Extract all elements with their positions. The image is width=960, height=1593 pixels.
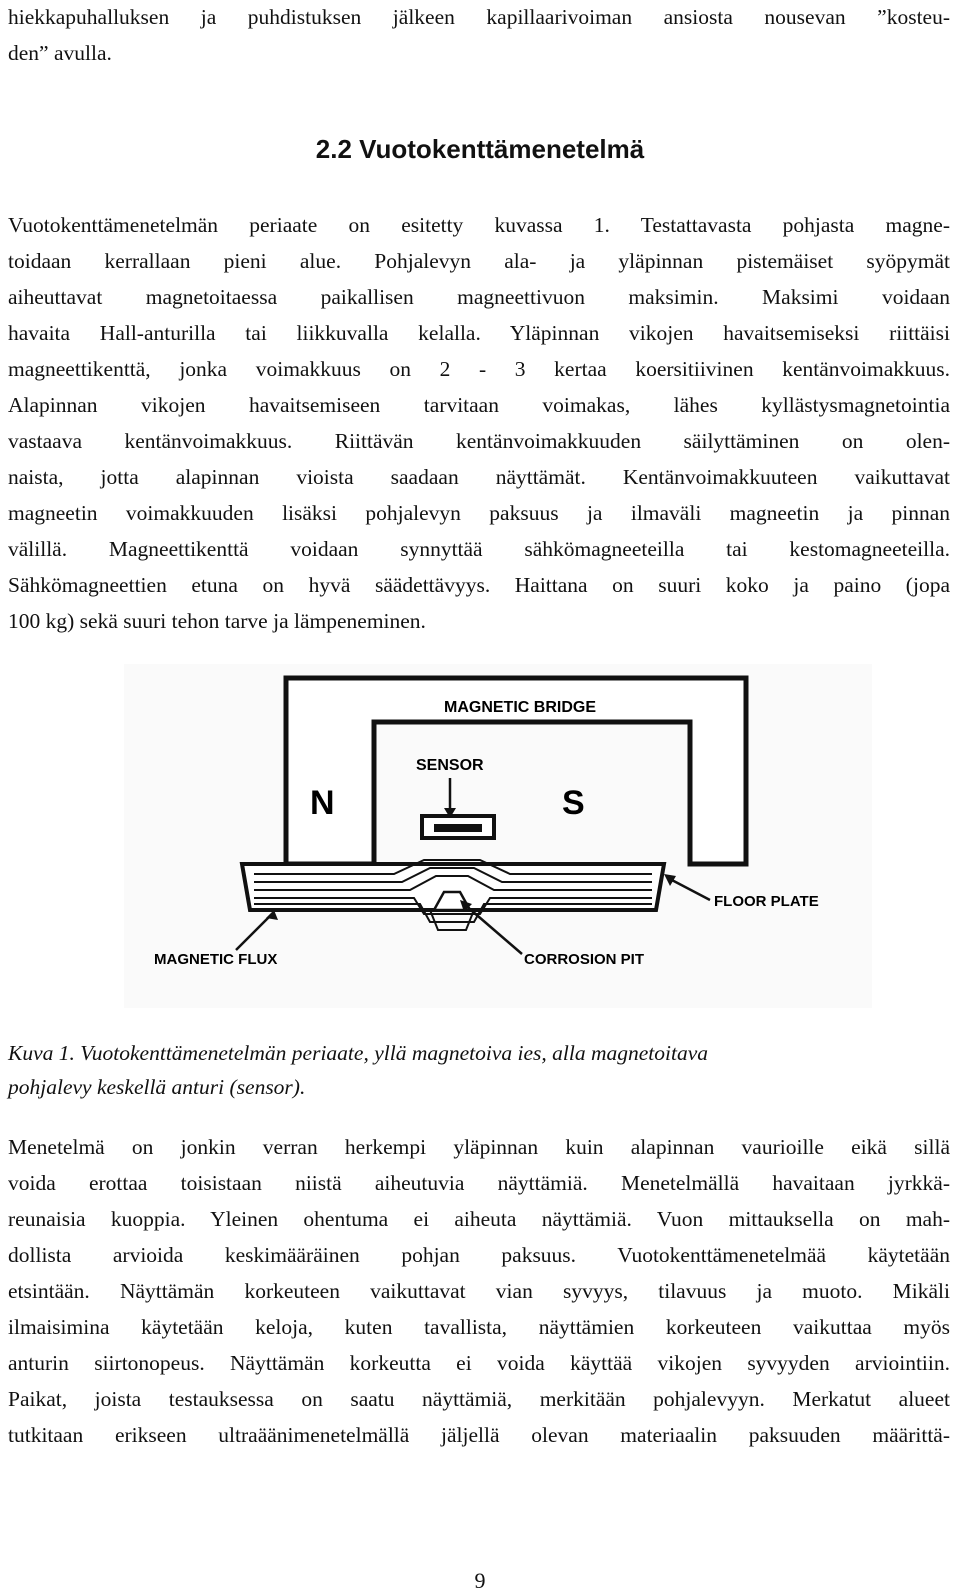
magnetic-bridge-label: MAGNETIC BRIDGE (444, 699, 596, 716)
figure-caption-line-2: pohjalevy keskellä anturi (sensor). (8, 1075, 306, 1099)
paragraph2-line-5: etsintään. Näyttämän korkeuteen vaikuttavat vian syvyys, tilavuus ja muoto. Mikäli (8, 1279, 950, 1303)
paragraph1-line-1: Vuotokenttämenetelmän periaate on esitetty kuvassa 1. Testattavasta pohjasta magne- (8, 213, 950, 237)
paragraph1-line-9: magneetin voimakkuuden lisäksi pohjalevyn paksuus ja ilmaväli magneetin ja pinnan (8, 501, 950, 525)
paragraph2-line-2: voida erottaa toisistaan niistä aiheutuvia näyttämiä. Menetelmällä havaitaan jyrkkä- (8, 1171, 950, 1195)
page-number: 9 (474, 1568, 486, 1593)
paragraph2-line-1: Menetelmä on jonkin verran herkempi yläpinnan kuin alapinnan vaurioille eikä sillä (8, 1135, 950, 1159)
paragraph1-line-2: toidaan kerrallaan pieni alue. Pohjalevyn ala- ja yläpinnan pistemäiset syöpymät (8, 249, 950, 273)
intro-line-2: den” avulla. (8, 41, 112, 65)
corrosion-pit-label: CORROSION PIT (524, 951, 645, 968)
paragraph1-line-7: vastaava kentänvoimakkuus. Riittävän kentänvoimakkuuden säilyttäminen on olen- (8, 429, 950, 453)
paragraph2-line-7: anturin siirtonopeus. Näyttämän korkeutta ei voida käyttää vikojen syvyyden arviointiin. (8, 1351, 950, 1375)
paragraph1-line-4: havaita Hall-anturilla tai liikkuvalla kelalla. Yläpinnan vikojen havaitsemiseksi riittäisi (8, 321, 950, 345)
paragraph1-line-6: Alapinnan vikojen havaitsemiseen tarvitaan voimakas, lähes kyllästysmagnetointia (8, 393, 950, 417)
paragraph2-line-9: tutkitaan erikseen ultraäänimenetelmällä jäljellä olevan materiaalin paksuuden määrittä- (8, 1423, 950, 1447)
paragraph1-line-5: magneettikenttä, jonka voimakkuus on 2 - 3 kertaa koersitiivinen kentänvoimakkuus. (8, 357, 950, 381)
paragraph2-line-6: ilmaisimina käytetään keloja, kuten tavallista, näyttämien korkeuteen vaikuttaa myös (8, 1315, 950, 1339)
magnetic-flux-label: MAGNETIC FLUX (154, 951, 278, 968)
floor-plate-label: FLOOR PLATE (714, 893, 819, 910)
paragraph1-line-10: välillä. Magneettikenttä voidaan synnyttää sähkömagneeteilla tai kestomagneeteilla. (8, 537, 950, 561)
figure-caption-line-1: Kuva 1. Vuotokenttämenetelmän periaate, yllä magnetoiva ies, alla magnetoitava (8, 1041, 708, 1065)
paragraph1-line-8: naista, jotta alapinnan vioista saadaan näyttämät. Kentänvoimakkuuteen vaikuttavat (8, 465, 950, 489)
paragraph1-line-11: Sähkömagneettien etuna on hyvä säädettävyys. Haittana on suuri koko ja paino (jopa (8, 573, 950, 597)
south-pole-label: S (562, 784, 585, 822)
paragraph2-line-8: Paikat, joista testauksessa on saatu näyttämiä, merkitään pohjalevyyn. Merkatut alueet (8, 1387, 950, 1411)
paragraph1-line-12: 100 kg) sekä suuri tehon tarve ja lämpeneminen. (8, 609, 426, 633)
paragraph2-line-4: dollista arvioida keskimääräinen pohjan paksuus. Vuotokenttämenetelmää käytetään (8, 1243, 950, 1267)
flux-leakage-diagram (124, 664, 872, 1008)
north-pole-label: N (310, 784, 335, 822)
figure-magnetic-flux-leakage (124, 664, 872, 1008)
sensor-label: SENSOR (416, 757, 484, 774)
section-heading: 2.2 Vuotokenttämenetelmä (315, 134, 645, 164)
intro-line-1: hiekkapuhalluksen ja puhdistuksen jälkeen kapillaarivoiman ansiosta nousevan ”kosteu- (8, 5, 950, 29)
paragraph1-line-3: aiheuttavat magnetoitaessa paikallisen magneettivuon maksimin. Maksimi voidaan (8, 285, 950, 309)
paragraph2-line-3: reunaisia kuoppia. Yleinen ohentuma ei aiheuta näyttämiä. Vuon mittauksella on mah- (8, 1207, 950, 1231)
